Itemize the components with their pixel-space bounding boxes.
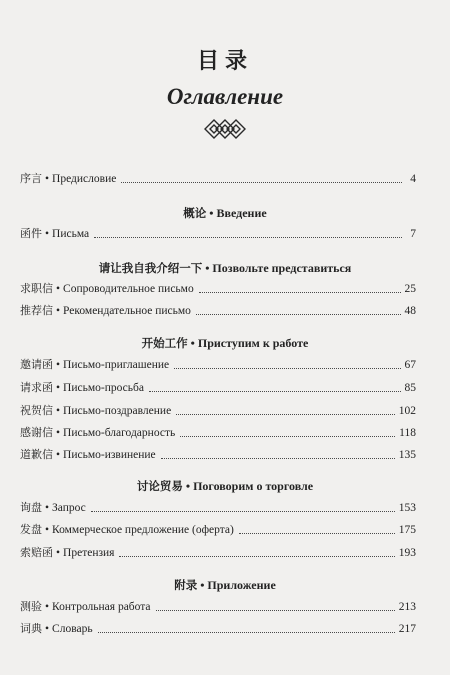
dot-leader xyxy=(98,631,395,633)
entry-separator: • xyxy=(56,547,61,559)
entry-page-number: 135 xyxy=(398,449,416,461)
entry-chinese-title: 函件 xyxy=(20,227,42,240)
entry-separator: • xyxy=(56,305,61,317)
entry-page-number: 48 xyxy=(404,305,416,317)
entry-separator: • xyxy=(45,228,50,240)
entry-separator: • xyxy=(45,601,50,613)
dot-leader xyxy=(239,532,395,534)
entry-page-number: 85 xyxy=(404,382,416,394)
section-heading-start-work xyxy=(0,336,450,350)
section-separator: • xyxy=(190,336,195,350)
section-russian-title: Введение xyxy=(216,206,267,220)
entry-chinese-title: 序言 xyxy=(20,172,42,185)
toc-entry-request-letter[interactable] xyxy=(20,377,416,395)
entry-chinese-title: 词典 xyxy=(20,622,42,635)
entry-page-number: 118 xyxy=(399,427,416,439)
entry-separator: • xyxy=(45,623,50,635)
section-chinese-title: 概论 xyxy=(183,206,207,220)
toc-entry-recommendation-letter[interactable] xyxy=(20,300,416,318)
entry-chinese-title: 测验 xyxy=(20,600,42,613)
section-chinese-title: 附录 xyxy=(174,578,198,592)
entry-page-number: 4 xyxy=(410,173,416,185)
entry-page-number: 25 xyxy=(404,283,416,295)
toc-entry-preface[interactable] xyxy=(20,168,416,186)
entry-separator: • xyxy=(56,283,61,295)
dot-leader xyxy=(199,291,401,293)
dot-leader xyxy=(91,510,395,512)
section-separator: • xyxy=(185,479,191,493)
entry-chinese-title: 索赔函 xyxy=(20,546,53,559)
entry-russian-title: Письмо-извинение xyxy=(63,449,156,461)
section-separator: • xyxy=(209,206,214,220)
entry-russian-title: Письма xyxy=(52,228,90,240)
dot-leader xyxy=(121,181,402,183)
entry-separator: • xyxy=(56,405,61,417)
section-chinese-title: 讨论贸易 xyxy=(136,479,183,493)
dot-leader xyxy=(119,555,394,557)
toc-entry-test[interactable] xyxy=(20,596,416,614)
entry-page-number: 67 xyxy=(404,359,416,371)
section-russian-title: Поговорим о торговле xyxy=(193,479,314,493)
entry-separator: • xyxy=(56,359,61,371)
section-heading-appendix xyxy=(0,578,450,592)
dot-leader xyxy=(180,435,395,437)
dot-leader xyxy=(176,413,395,415)
entry-page-number: 175 xyxy=(398,524,416,536)
entry-chinese-title: 发盘 xyxy=(20,523,42,536)
entry-separator: • xyxy=(45,502,50,514)
entry-chinese-title: 求职信 xyxy=(20,282,53,295)
entry-page-number: 153 xyxy=(398,502,416,514)
entry-russian-title: Сопроводительное письмо xyxy=(63,283,194,295)
entry-chinese-title: 感谢信 xyxy=(20,426,53,439)
entry-page-number: 217 xyxy=(398,623,416,635)
entry-chinese-title: 邀请函 xyxy=(20,358,53,371)
section-russian-title: Позвольте представиться xyxy=(212,261,352,275)
toc-entry-dictionary[interactable] xyxy=(20,618,416,636)
entry-chinese-title: 祝贺信 xyxy=(20,404,53,417)
entry-russian-title: Претензия xyxy=(63,547,115,559)
entry-separator: • xyxy=(56,382,61,394)
entry-page-number: 102 xyxy=(398,405,416,417)
entry-separator: • xyxy=(56,427,61,439)
dot-leader xyxy=(156,609,395,611)
entry-separator: • xyxy=(56,449,61,461)
entry-russian-title: Контрольная работа xyxy=(52,601,151,613)
section-separator: • xyxy=(200,578,205,592)
section-heading-introduction xyxy=(0,206,450,220)
entry-separator: • xyxy=(45,524,50,536)
toc-entry-letters[interactable] xyxy=(20,223,416,241)
entry-page-number: 7 xyxy=(410,228,416,240)
dot-leader xyxy=(149,390,401,392)
entry-page-number: 213 xyxy=(398,601,416,613)
entry-russian-title: Письмо-поздравление xyxy=(63,405,172,417)
entry-russian-title: Письмо-просьба xyxy=(63,382,144,394)
toc-entry-invitation-letter[interactable] xyxy=(20,354,416,372)
dot-leader xyxy=(161,457,395,459)
toc-entry-congratulation-letter[interactable] xyxy=(20,400,416,418)
section-separator: • xyxy=(205,261,210,275)
entry-russian-title: Рекомендательное письмо xyxy=(63,305,191,317)
section-russian-title: Приступим к работе xyxy=(197,336,309,350)
entry-separator: • xyxy=(45,173,50,185)
section-russian-title: Приложение xyxy=(207,578,276,592)
entry-russian-title: Письмо-приглашение xyxy=(63,359,170,371)
section-heading-self-introduction xyxy=(0,261,450,275)
page-title-chinese: 目录 xyxy=(196,48,253,74)
entry-russian-title: Коммерческое предложение (оферта) xyxy=(52,524,234,536)
toc-entry-cover-letter[interactable] xyxy=(20,278,416,296)
entry-russian-title: Письмо-благодарность xyxy=(63,427,176,439)
page-title-russian: Оглавление xyxy=(166,84,284,109)
entry-page-number: 193 xyxy=(398,547,416,559)
section-chinese-title: 开始工作 xyxy=(141,336,188,350)
dot-leader xyxy=(94,236,402,238)
entry-chinese-title: 请求函 xyxy=(20,381,53,394)
toc-entry-commercial-offer[interactable] xyxy=(20,519,416,537)
entry-chinese-title: 道歉信 xyxy=(20,448,53,461)
entry-chinese-title: 询盘 xyxy=(20,501,42,514)
section-heading-trade xyxy=(0,479,450,493)
entry-chinese-title: 推荐信 xyxy=(20,304,53,317)
dot-leader xyxy=(174,367,400,369)
toc-entry-inquiry[interactable] xyxy=(20,497,416,515)
entry-russian-title: Словарь xyxy=(52,623,93,635)
interlaced-knot-ornament-icon xyxy=(203,118,247,140)
entry-russian-title: Запрос xyxy=(52,502,86,514)
toc-entry-apology-letter[interactable] xyxy=(20,444,416,462)
toc-entry-thank-you-letter[interactable] xyxy=(20,422,416,440)
dot-leader xyxy=(196,313,401,315)
entry-russian-title: Предисловие xyxy=(52,173,117,185)
toc-entry-claim[interactable] xyxy=(20,542,416,560)
section-chinese-title: 请让我自我介绍一下 xyxy=(98,261,203,275)
